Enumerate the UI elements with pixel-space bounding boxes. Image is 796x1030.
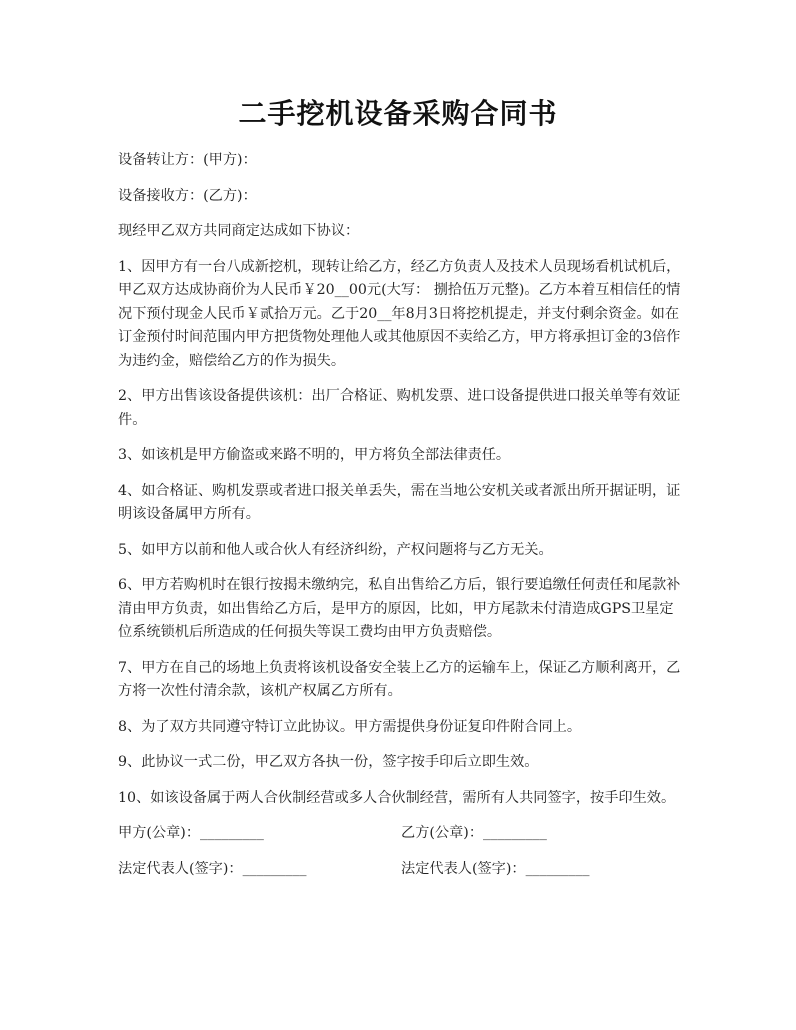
party-b-representative-field: 法定代表人(签字)：_________ bbox=[401, 860, 590, 877]
seal-signature-row bbox=[118, 822, 684, 846]
clause-10: 10、如该设备属于两人合伙制经营或多人合伙制经营，需所有人共同签字，按手印生效。 bbox=[118, 789, 676, 806]
clause-2: 2、甲方出售该设备提供该机：出厂合格证、购机发票、进口设备提供进口报关单等有效证件。 bbox=[118, 388, 681, 428]
document-body bbox=[118, 149, 684, 893]
clause-1: 1、因甲方有一台八成新挖机，现转让给乙方，经乙方负责人及技术人员现场看机试机后，甲乙双方达成协商价为人民币￥20__00元(大写： 捌拾伍万元整)。乙方本着互相信任的情况下预付现金人民币￥贰拾万元。乙于20__年8月3日将挖机提走，并支付剩余资金。如在订金预付时间范围内甲方把货物处理他人或其他原因不卖给乙方，甲方将承担订金的3倍作为违约金，赔偿给乙方的作为损失。 bbox=[118, 258, 681, 369]
representative-signature-row bbox=[118, 858, 684, 882]
party-a-seal-field: 甲方(公章)：_________ bbox=[118, 825, 264, 841]
clause-7: 7、甲方在自己的场地上负责将该机设备安全装上乙方的运输车上，保证乙方顺利离开，乙方将一次性付清余款，该机产权属乙方所有。 bbox=[118, 659, 681, 699]
clause-3: 3、如该机是甲方偷盗或来路不明的，甲方将负全部法律责任。 bbox=[118, 447, 511, 463]
agreement-intro: 现经甲乙双方共同商定达成如下协议： bbox=[118, 223, 360, 239]
clause-5: 5、如甲方以前和他人或合伙人有经济纠纷，产权问题将与乙方无关。 bbox=[118, 541, 553, 558]
clause-9: 9、此协议一式二份，甲乙双方各执一份，签字按手印后立即生效。 bbox=[118, 754, 539, 770]
party-a-representative-field: 法定代表人(签字)：_________ bbox=[118, 860, 307, 877]
receiver-line: 设备接收方：(乙方)： bbox=[118, 187, 257, 204]
transferor-line: 设备转让方：(甲方)： bbox=[118, 152, 257, 168]
clause-4: 4、如合格证、购机发票或者进口报关单丢失，需在当地公安机关或者派出所开据证明，证明该设备属甲方所有。 bbox=[118, 482, 681, 522]
party-b-seal-field: 乙方(公章)：_________ bbox=[401, 825, 547, 841]
clause-8: 8、为了双方共同遵守特订立此协议。甲方需提供身份证复印件附合同上。 bbox=[118, 718, 582, 735]
clause-6: 6、甲方若购机时在银行按揭未缴纳完，私自出售给乙方后，银行要追缴任何责任和尾款补清由甲方负责，如出售给乙方后，是甲方的原因，比如，甲方尾款未付清造成GPS卫星定位系统锁机后所造成的任何损失等误工费均由甲方负责赔偿。 bbox=[118, 577, 681, 640]
document-title: 二手挖机设备采购合同书 bbox=[238, 97, 558, 130]
